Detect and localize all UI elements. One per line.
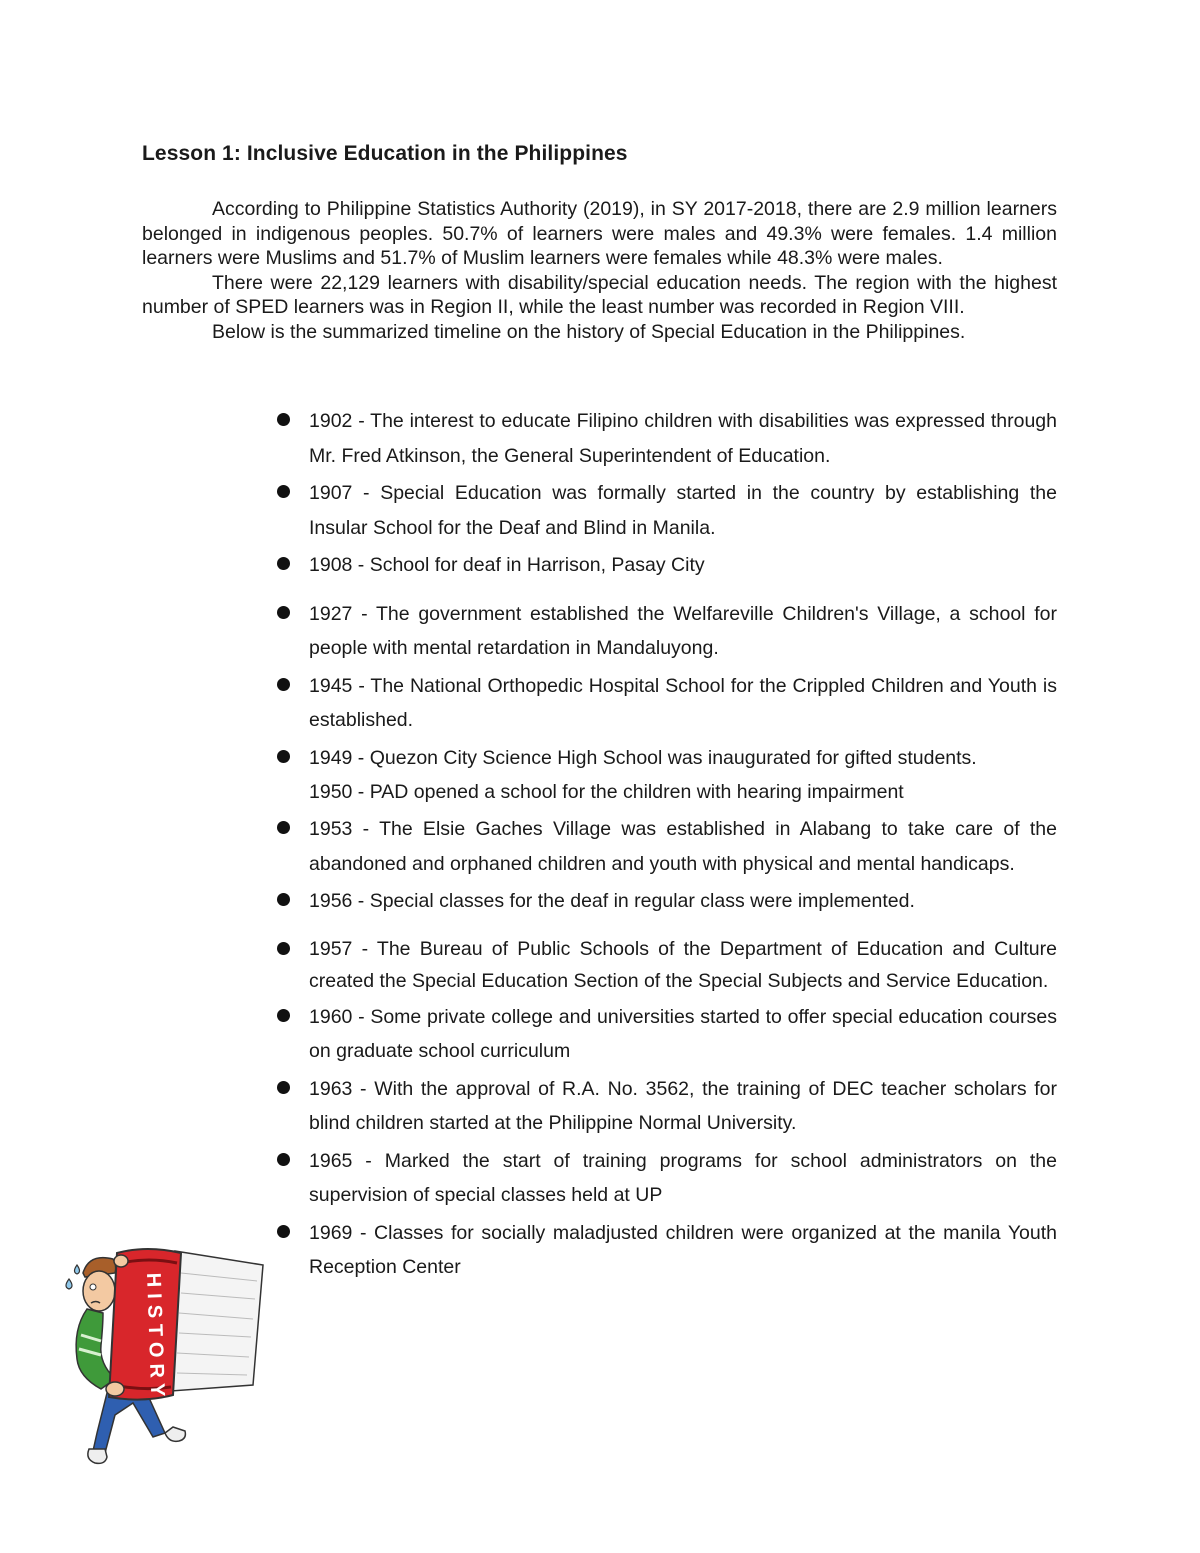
bullet-icon	[277, 893, 290, 906]
timeline-item-1908: 1908 - School for deaf in Harrison, Pasay City	[275, 548, 1057, 583]
bullet-icon	[277, 678, 290, 691]
paragraph-sped-learners: There were 22,129 learners with disability/special education needs. The region with the highest number of SPED learners was in Region II, while the least number was recorded in Region VIII.	[142, 271, 1057, 319]
bullet-icon	[277, 485, 290, 498]
timeline-note-1950: 1950 - PAD opened a school for the children with hearing impairment	[309, 781, 904, 803]
timeline-item-1960: 1960 - Some private college and universities started to offer special education courses on graduate school curriculum	[275, 1000, 1057, 1069]
timeline-item-1907: 1907 - Special Education was formally started in the country by establishing the Insular School for the Deaf and Blind in Manila.	[275, 476, 1057, 545]
book-pages	[171, 1251, 263, 1391]
paragraph-statistics: According to Philippine Statistics Authority (2019), in SY 2017-2018, there are 2.9 million learners belonged in indigenous peoples. 50.7% of learners were males and 49.3% were females. 1.4 million learners were Muslims and 51.7% of Muslim learners were females while 48.3% were males.	[142, 198, 1057, 270]
book-label: HISTORY	[142, 1272, 169, 1403]
timeline-item-1963: 1963 - With the approval of R.A. No. 3562, the training of DEC teacher scholars for blind children started at the Philippine Normal University.	[275, 1072, 1057, 1141]
eye	[90, 1284, 96, 1290]
lesson-title: Lesson 1: Inclusive Education in the Philippines	[142, 142, 628, 165]
timeline-item-1902: 1902 - The interest to educate Filipino children with disabilities was expressed through Mr. Fred Atkinson, the General Superintendent of Education.	[275, 404, 1057, 473]
bullet-icon	[277, 413, 290, 426]
bullet-icon	[277, 1225, 290, 1238]
intro-text	[142, 197, 1057, 345]
hand	[106, 1382, 124, 1396]
paragraph-timeline-intro: Below is the summarized timeline on the history of Special Education in the Philippines.	[212, 320, 966, 343]
sped-history-timeline	[275, 404, 1057, 1285]
bullet-icon	[277, 1153, 290, 1166]
bullet-icon	[277, 750, 290, 763]
shoe	[88, 1449, 107, 1463]
timeline-item-1957: 1957 - The Bureau of Public Schools of the Department of Education and Culture created the Special Education Section of the Special Subjects and Service Education.	[275, 933, 1057, 997]
shoe	[165, 1427, 185, 1441]
sweat-drop	[75, 1265, 80, 1274]
bullet-icon	[277, 1009, 290, 1022]
history-book-illustration	[55, 1243, 270, 1468]
timeline-item-1965: 1965 - Marked the start of training programs for school administrators on the supervision of special classes held at UP	[275, 1144, 1057, 1213]
timeline-item-1969: 1969 - Classes for socially maladjusted children were organized at the manila Youth Reception Center	[275, 1216, 1057, 1285]
timeline-item-1945: 1945 - The National Orthopedic Hospital School for the Crippled Children and Youth is established.	[275, 669, 1057, 738]
sweat-drop	[66, 1279, 72, 1289]
timeline-item-1953: 1953 - The Elsie Gaches Village was established in Alabang to take care of the abandoned and orphaned children and youth with physical and mental handicaps.	[275, 812, 1057, 881]
bullet-icon	[277, 821, 290, 834]
bullet-icon	[277, 942, 290, 955]
timeline-item-1949: 1949 - Quezon City Science High School was inaugurated for gifted students. 1950 - PAD opened a school for the children with hearing impairment	[275, 741, 1057, 810]
timeline-item-1956: 1956 - Special classes for the deaf in regular class were implemented.	[275, 884, 1057, 919]
head	[83, 1271, 115, 1311]
bullet-icon	[277, 606, 290, 619]
bullet-icon	[277, 1081, 290, 1094]
timeline-item-1927: 1927 - The government established the Welfareville Children's Village, a school for people with mental retardation in Mandaluyong.	[275, 597, 1057, 666]
hand	[114, 1255, 128, 1267]
bullet-icon	[277, 557, 290, 570]
